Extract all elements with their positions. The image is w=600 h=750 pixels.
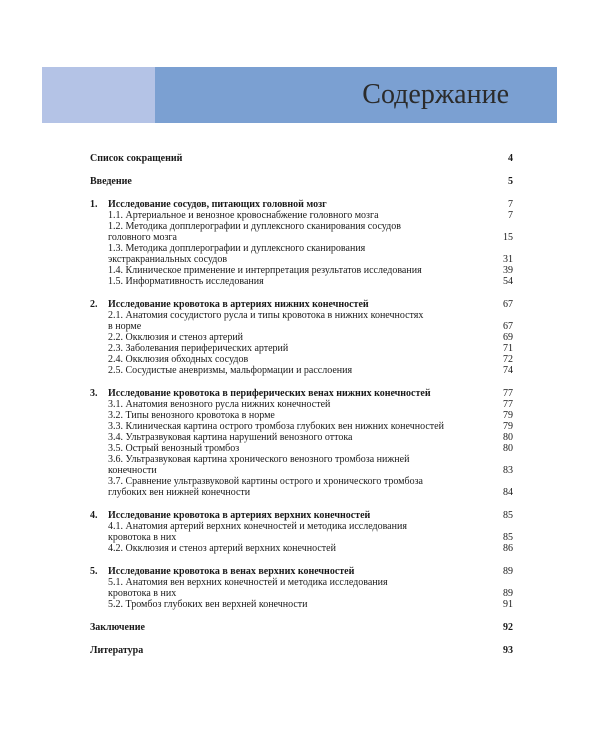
toc-label: 5.2. Тромбоз глубоких вен верхней конечности xyxy=(108,599,308,610)
toc-page-number: 77 xyxy=(503,399,513,410)
toc-page-number: 69 xyxy=(503,332,513,343)
title-banner xyxy=(42,67,557,123)
toc-label: 4.1. Анатомия артерий верхних конечностей и методика исследования xyxy=(108,521,407,532)
toc-label: 1.4. Клиническое применение и интерпретация результатов исследования xyxy=(108,265,422,276)
toc-entry-2-4 xyxy=(90,354,513,365)
toc-page-number: 80 xyxy=(503,432,513,443)
toc-page-number: 85 xyxy=(503,510,513,521)
toc-label: 3.7. Сравнение ультразвуковой картины острого и хронического тромбоза xyxy=(108,476,423,487)
toc-entry-3-4 xyxy=(90,432,513,443)
toc-entry-4-1 xyxy=(90,521,513,543)
toc-label: 1.3. Методика допплерографии и дуплексного сканирования xyxy=(108,243,366,254)
toc-entry-intro xyxy=(90,176,513,187)
toc-label: Введение xyxy=(90,176,132,187)
toc-label: 3.3. Клиническая картина острого тромбоза глубоких вен нижних конечностей xyxy=(108,421,444,432)
toc-label: 1.1. Артериальное и венозное кровоснабжение головного мозга xyxy=(108,210,379,221)
chapter-title: Исследование кровотока в артериях нижних конечностей xyxy=(108,299,369,310)
toc-page-number: 31 xyxy=(503,254,513,265)
toc-entry-1-3 xyxy=(90,243,513,265)
toc-chapter-3 xyxy=(90,388,513,399)
toc-label: 4.2. Окклюзия и стеноз артерий верхних конечностей xyxy=(108,543,336,554)
toc-entry-1-1 xyxy=(90,210,513,221)
toc-label: 1.5. Информативность исследования xyxy=(108,276,264,287)
toc-entry-3-7 xyxy=(90,476,513,498)
toc-entry-1-4 xyxy=(90,265,513,276)
toc-label: Список сокращений xyxy=(90,153,183,164)
toc-page-number: 89 xyxy=(503,566,513,577)
chapter-title: Исследование кровотока в периферических венах нижних конечностей xyxy=(108,388,431,399)
toc-label-continuation: глубоких вен нижней конечности xyxy=(108,487,251,498)
toc-chapter-2 xyxy=(90,299,513,310)
toc-page-number: 5 xyxy=(508,176,513,187)
chapter-number: 2. xyxy=(90,299,98,310)
toc-entry-3-2 xyxy=(90,410,513,421)
toc-entry-5-1 xyxy=(90,577,513,599)
toc-label-continuation: кровотока в них xyxy=(108,588,177,599)
toc-page-number: 4 xyxy=(508,153,513,164)
toc-page-number: 92 xyxy=(503,622,513,633)
toc-label: 1.2. Методика допплерографии и дуплексного сканирования сосудов xyxy=(108,221,401,232)
toc-entry-3-3 xyxy=(90,421,513,432)
toc-entry-2-1 xyxy=(90,310,513,332)
chapter-number: 5. xyxy=(90,566,98,577)
toc-chapter-4 xyxy=(90,510,513,521)
toc-page-number: 79 xyxy=(503,410,513,421)
toc-page-number: 67 xyxy=(503,321,513,332)
toc-label: 2.2. Окклюзия и стеноз артерий xyxy=(108,332,244,343)
chapter-number: 3. xyxy=(90,388,98,399)
chapter-title: Исследование кровотока в венах верхних конечностей xyxy=(108,566,355,577)
toc-label: 5.1. Анатомия вен верхних конечностей и методика исследования xyxy=(108,577,388,588)
chapter-title: Исследование сосудов, питающих головной мозг xyxy=(108,199,327,210)
toc-page-number: 71 xyxy=(503,343,513,354)
toc-label: 3.4. Ультразвуковая картина нарушений венозного оттока xyxy=(108,432,353,443)
toc-page-number: 7 xyxy=(508,210,513,221)
toc-page-number: 79 xyxy=(503,421,513,432)
toc-entry-2-5 xyxy=(90,365,513,376)
page-title: Содержание xyxy=(362,79,509,110)
toc-chapter-5 xyxy=(90,566,513,577)
toc-entry-1-5 xyxy=(90,276,513,287)
toc-page-number: 89 xyxy=(503,588,513,599)
toc-entry-3-6 xyxy=(90,454,513,476)
toc-label: 3.2. Типы венозного кровотока в норме xyxy=(108,410,275,421)
toc-page-number: 72 xyxy=(503,354,513,365)
toc-label-continuation: кровотока в них xyxy=(108,532,177,543)
toc-label: 2.3. Заболевания периферических артерий xyxy=(108,343,289,354)
chapter-number: 1. xyxy=(90,199,98,210)
toc-page-number: 84 xyxy=(503,487,513,498)
toc-page-number: 93 xyxy=(503,645,513,656)
toc-entry-2-2 xyxy=(90,332,513,343)
toc-label-continuation: конечности xyxy=(108,465,157,476)
toc-page-number: 80 xyxy=(503,443,513,454)
toc-label-continuation: в норме xyxy=(108,321,142,332)
chapter-number: 4. xyxy=(90,510,98,521)
toc-entry-3-5 xyxy=(90,443,513,454)
toc-entry-5-2 xyxy=(90,599,513,610)
toc-page-number: 83 xyxy=(503,465,513,476)
toc-page-number: 77 xyxy=(503,388,513,399)
toc-page-number: 85 xyxy=(503,532,513,543)
toc-label: Заключение xyxy=(90,622,145,633)
toc-entry-2-3 xyxy=(90,343,513,354)
toc-page-number: 54 xyxy=(503,276,513,287)
toc-label-continuation: головного мозга xyxy=(108,232,177,243)
table-of-contents xyxy=(90,153,513,656)
chapter-title: Исследование кровотока в артериях верхних конечностей xyxy=(108,510,371,521)
toc-page-number: 67 xyxy=(503,299,513,310)
banner-light-block xyxy=(42,67,155,123)
toc-label: 2.5. Сосудистые аневризмы, мальформации и расслоения xyxy=(108,365,353,376)
toc-entry-4-2 xyxy=(90,543,513,554)
toc-label: 3.5. Острый венозный тромбоз xyxy=(108,443,240,454)
toc-page-number: 39 xyxy=(503,265,513,276)
toc-entry-abbreviations xyxy=(90,153,513,164)
toc-entry-3-1 xyxy=(90,399,513,410)
toc-page-number: 74 xyxy=(503,365,513,376)
toc-label: 3.6. Ультразвуковая картина хронического венозного тромбоза нижней xyxy=(108,454,410,465)
toc-chapter-1 xyxy=(90,199,513,210)
toc-label-continuation: экстракраниальных сосудов xyxy=(108,254,228,265)
toc-page-number: 7 xyxy=(508,199,513,210)
toc-page-number: 91 xyxy=(503,599,513,610)
toc-page-number: 86 xyxy=(503,543,513,554)
toc-label: 2.4. Окклюзия обходных сосудов xyxy=(108,354,249,365)
toc-entry-1-2 xyxy=(90,221,513,243)
toc-entry-literature xyxy=(90,645,513,656)
toc-entry-conclusion xyxy=(90,622,513,633)
toc-label: Литература xyxy=(90,645,144,656)
toc-page-number: 15 xyxy=(503,232,513,243)
toc-label: 2.1. Анатомия сосудистого русла и типы кровотока в нижних конечностях xyxy=(108,310,424,321)
toc-label: 3.1. Анатомия венозного русла нижних конечностей xyxy=(108,399,331,410)
